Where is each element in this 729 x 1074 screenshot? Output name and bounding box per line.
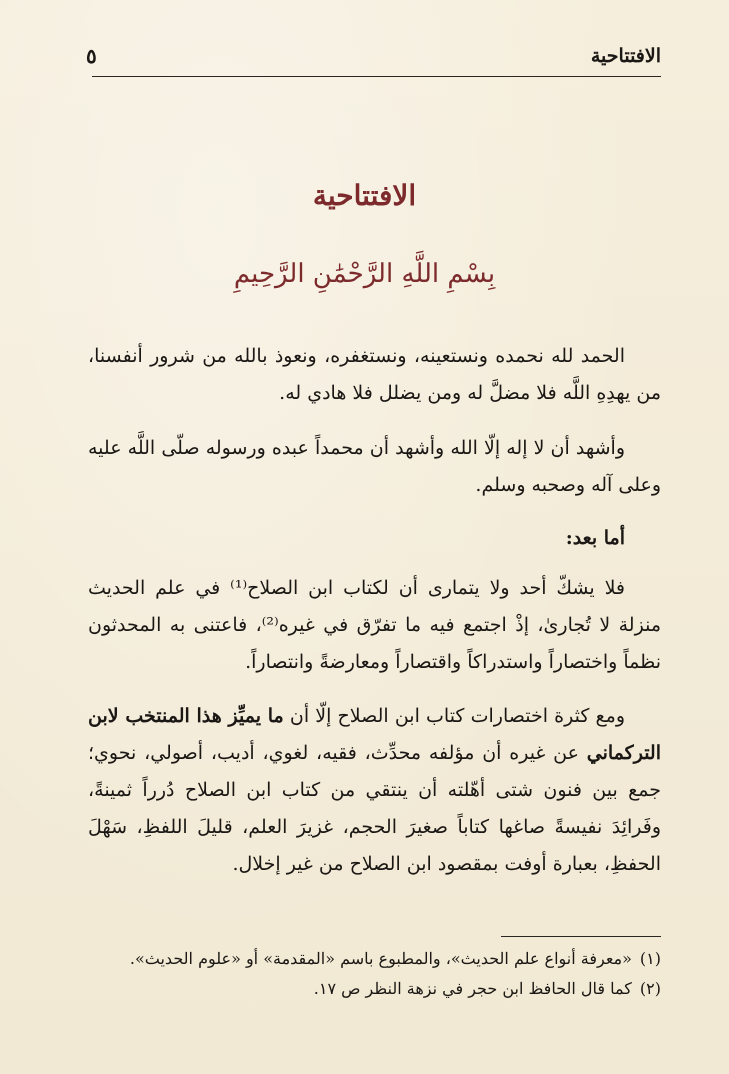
paragraph-muntakhab-end: عن غيره أن مؤلفه محدِّث، فقيه، لغوي، أديب، أصولي، نحوي؛ جمع بين فنون شتى أهّلته أن ينتقي من كتاب ابن الصلاح دُرراً ثمينةً، وفَرائِدَ نفيسةً صاغها كتاباً صغيرَ الحجم، غزيرَ العلم، قليلَ اللفظِ، سَهْلَ الحفظِ، بعبارة أوفت بمقصود ابن الصلاح من غير إخلال. [88, 742, 661, 875]
chapter-title: الافتتاحية [312, 179, 417, 212]
running-title: الافتتاحية [590, 45, 661, 67]
footnote-item [88, 974, 661, 1004]
footnote-text: كما قال الحافظ ابن حجر في نزهة النظر ص ١٧. [313, 979, 632, 998]
page-number: ٥ [86, 44, 97, 68]
footnote-item [88, 944, 661, 974]
footnote-number: (١) [639, 949, 661, 968]
paragraph-shahada: وأشهد أن لا إله إلّا الله وأشهد أن محمداً عبده ورسوله صلّى اللَّه عليه وعلى آله وصحبه وسلم. [88, 437, 661, 496]
header-divider [92, 76, 661, 77]
basmala: بِسْمِ اللَّهِ الرَّحْمَٰنِ الرَّحِيمِ [233, 259, 496, 289]
footnote-number: (٢) [639, 979, 661, 998]
footnote-text: «معرفة أنواع علم الحديث»، والمطبوع باسم «المقدمة» أو «علوم الحديث». [129, 949, 632, 968]
footnotes [88, 944, 661, 1004]
paragraph-muntakhab [88, 698, 661, 883]
paragraph-muntakhab-bold: ما يميِّز هذا المنتخب لابن التركماني [88, 705, 661, 764]
paragraph-ibn-salah: فلا يشكّ أحد ولا يتمارى أن لكتاب ابن الصلاح⁽¹⁾ في علم الحديث منزلة لا تُجارىٰ، إذْ اجتمع فيه ما تفرّق في غيره⁽²⁾، فاعتنى به المحدثون نظماً واختصاراً واستدراكاً واقتصاراً ومعارضةً وانتصاراً. [88, 577, 661, 673]
paragraph-muntakhab-start: ومع كثرة اختصارات كتاب ابن الصلاح إلّا أن [283, 705, 626, 727]
paragraph-praise: الحمد لله نحمده ونستعينه، ونستغفره، ونعوذ بالله من شرور أنفسنا، من يهدِهِ اللَّه فلا مضلَّ له ومن يضلل فلا هادي له. [88, 345, 661, 404]
running-header [86, 42, 661, 72]
footnote-divider [501, 936, 661, 937]
paragraph-amma-baad: أما بعد: [565, 527, 625, 549]
